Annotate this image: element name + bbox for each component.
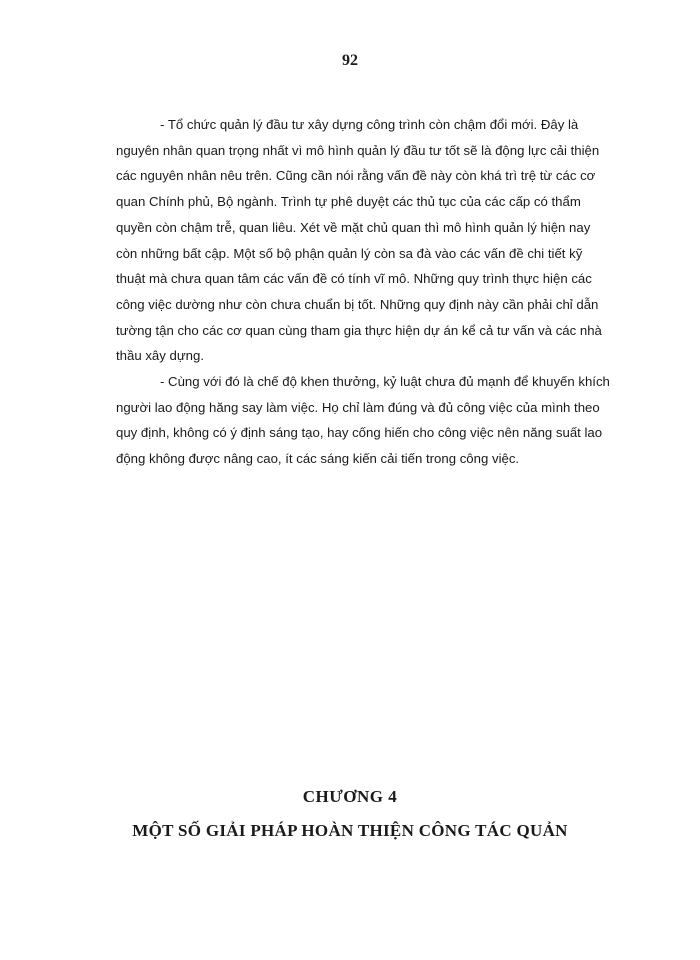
paragraph-line: còn những bất cập. Một số bộ phận quản lý còn sa đà vào các vấn đề chi tiết kỹ: [116, 245, 583, 261]
paragraph-line: tường tận cho các cơ quan cùng tham gia thực hiện dự án kể cả tư vấn và các nhà: [116, 322, 602, 338]
chapter-title: MỘT SỐ GIẢI PHÁP HOÀN THIỆN CÔNG TÁC QUẢN: [132, 821, 568, 840]
paragraph-line: nguyên nhân quan trọng nhất vì mô hình quản lý đầu tư tốt sẽ là động lực cải thiện: [116, 142, 600, 158]
paragraph-line: quyền còn chậm trễ, quan liêu. Xét về mặt chủ quan thì mô hình quản lý hiện nay: [116, 219, 591, 235]
paragraph-line: các nguyên nhân nêu trên. Cũng cần nói rằng vấn đề này còn khá trì trệ từ các cơ: [116, 168, 596, 184]
paragraph-organization: [116, 112, 628, 369]
paragraph-line: quan Chính phủ, Bộ ngành. Trình tự phê duyệt các thủ tục của các cấp có thẩm: [116, 194, 581, 210]
paragraph-line: công việc dường như còn chưa chuẩn bị tốt. Những quy định này cần phải chỉ dẫn: [116, 296, 599, 312]
paragraph-line: thầu xây dựng.: [116, 348, 205, 364]
paragraph-rewards: [116, 369, 628, 472]
page-number: 92: [342, 52, 358, 69]
paragraph-line: người lao động hăng say làm việc. Họ chỉ làm đúng và đủ công việc của mình theo: [116, 399, 600, 415]
paragraph-line: quy định, không có ý định sáng tạo, hay cống hiến cho công việc nên năng suất lao: [116, 425, 603, 441]
paragraph-line: - Tổ chức quản lý đầu tư xây dựng công trình còn chậm đổi mới. Đây là: [160, 117, 579, 132]
paragraph-line: thuật mà chưa quan tâm các vấn đề có tính vĩ mô. Những quy trình thực hiện các: [116, 271, 592, 287]
chapter-number: CHƯƠNG 4: [302, 787, 398, 806]
paragraph-line: động không được nâng cao, ít các sáng kiến cải tiến trong công việc.: [116, 451, 520, 467]
paragraph-line: - Cùng với đó là chế độ khen thưởng, kỷ luật chưa đủ mạnh để khuyến khích: [160, 374, 610, 389]
